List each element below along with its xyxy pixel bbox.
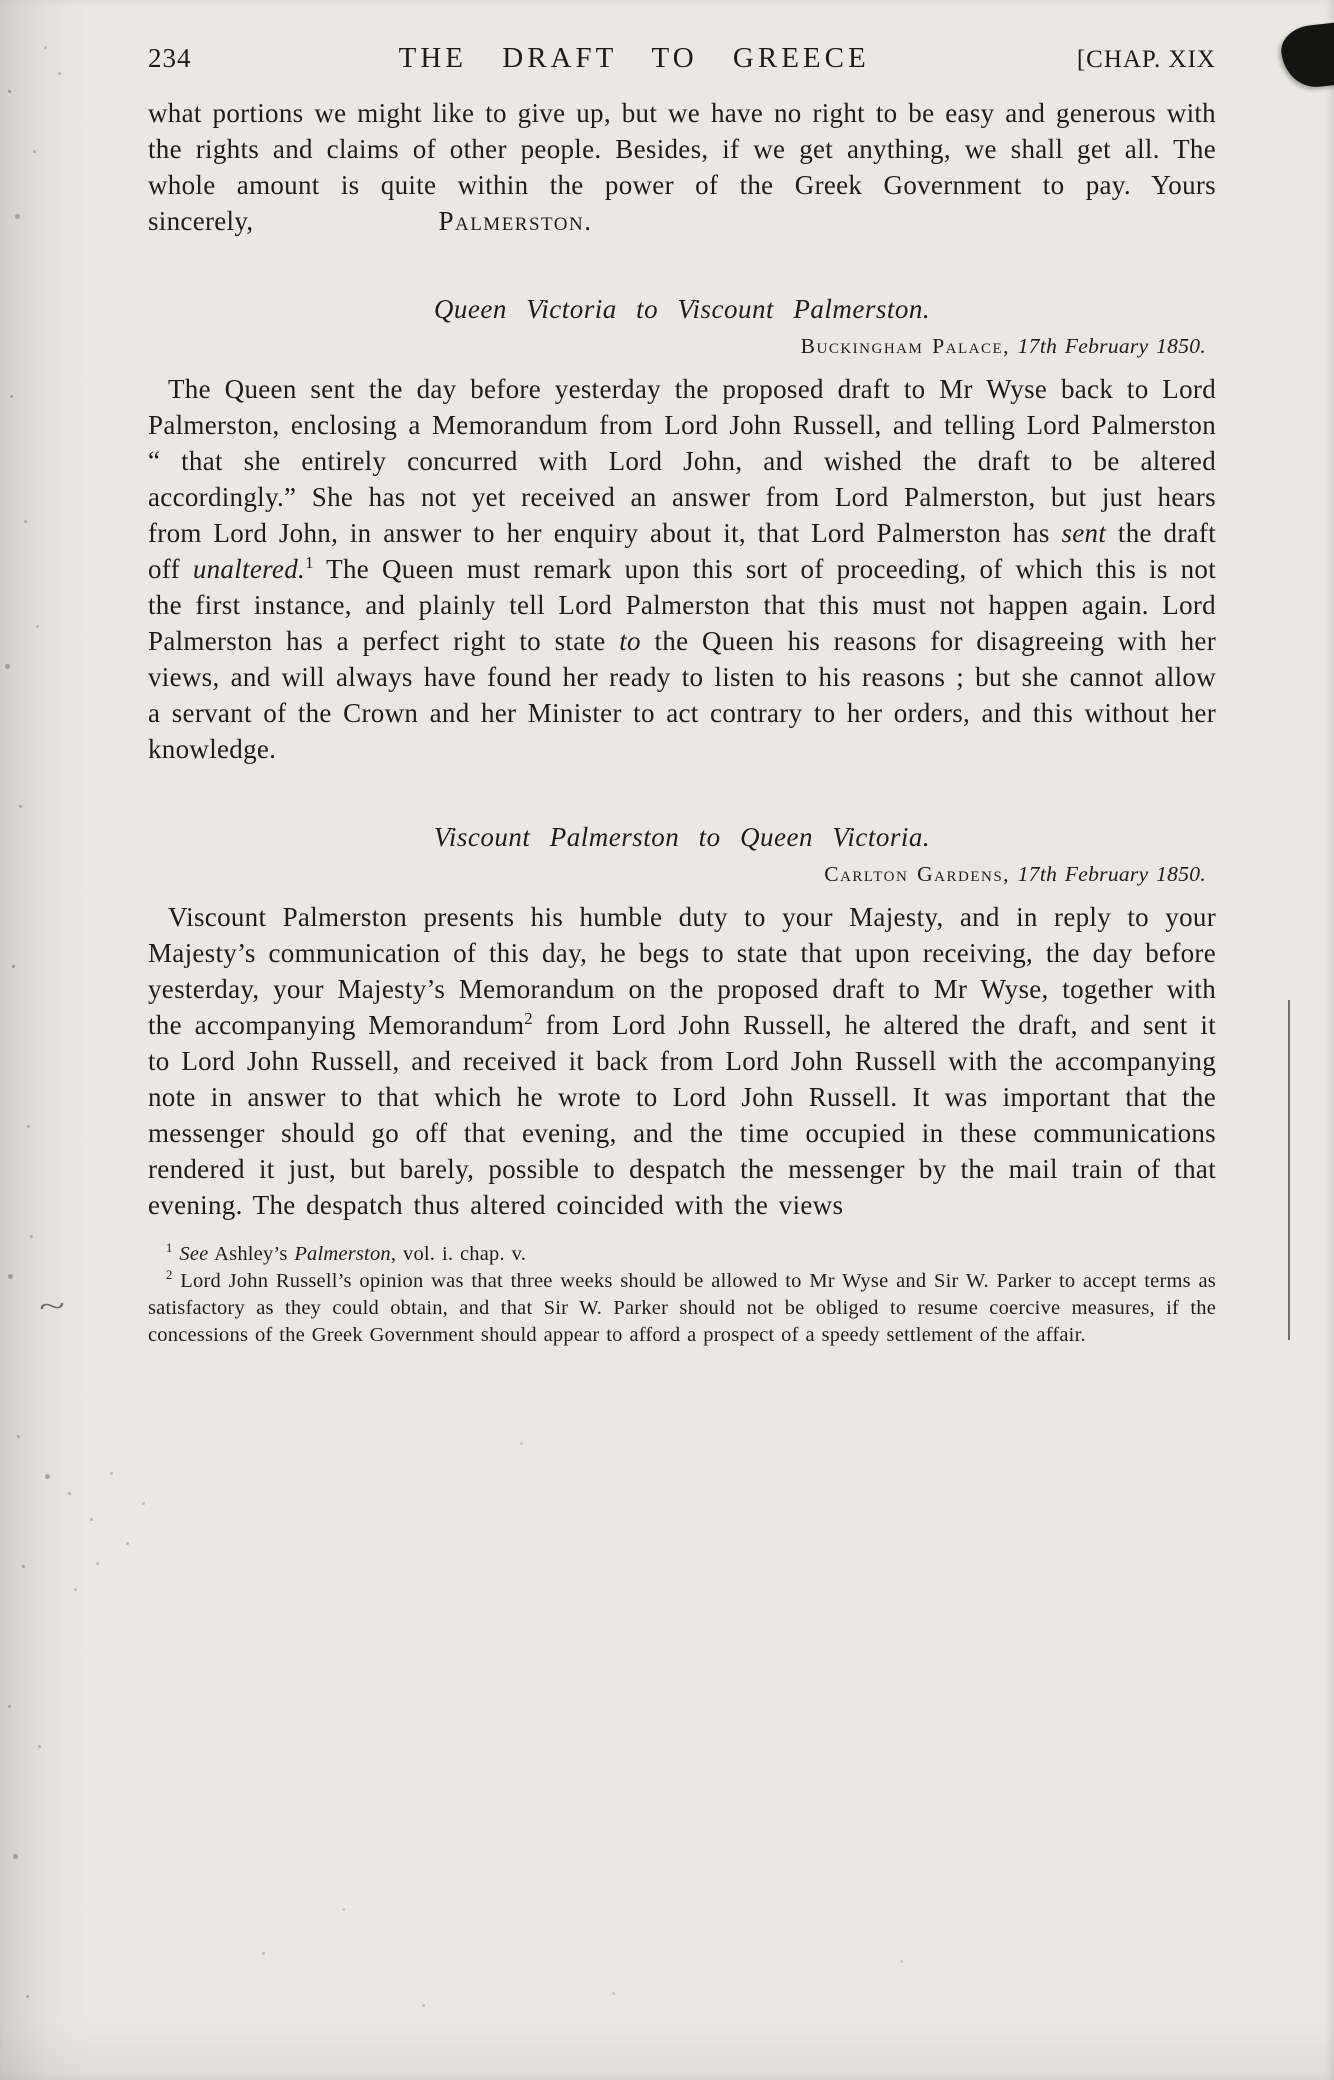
running-title: THE DRAFT TO GREECE xyxy=(398,42,870,74)
paragraph-letter-continuation: what portions we might like to give up, but we have no right to be easy and generous with the rights and claims of other people. Besides, if we get anything, we shall get all. The whole amount is quite within the power of the Greek Government to pay. Yours sincerely, Palmerston. xyxy=(148,98,1216,236)
chapter-label: [CHAP. XIX xyxy=(1076,46,1216,73)
letter-dateline: Carlton Gardens, 17th February 1850. xyxy=(824,862,1206,886)
letter-body-paragraph: The Queen sent the day before yesterday the proposed draft to Mr Wyse back to Lord Palmerston, enclosing a Memorandum from Lord John Russell, and telling Lord Palmerston “ that she entirely concurred with Lord John, and wished the draft to be altered accordingly.” She has not yet received an answer from Lord Palmerston, but just hears from Lord John, in answer to her enquiry about it, that Lord Palmerston has sent the draft off unaltered.$^1$ The Queen must remark upon this sort of proceeding, of which this is not the first instance, and plainly tell Lord Palmerston that this must not happen again. Lord Palmerston has a perfect right to state to the Queen his reasons for disagreeing with her views, and will always have found her ready to listen to his reasons ; but she cannot allow a servant of the Crown and her Minister to act contrary to her orders, and this without her knowledge. xyxy=(148,374,1216,764)
letter-heading: Viscount Palmerston to Queen Victoria. xyxy=(433,822,931,852)
page-number: 234 xyxy=(148,43,192,73)
page-body xyxy=(148,95,1216,1349)
footnotes-block xyxy=(148,1241,1216,1349)
scan-noise-speckles xyxy=(0,0,3,3)
scan-edge-line xyxy=(1288,1000,1290,1340)
letter-heading: Queen Victoria to Viscount Palmerston. xyxy=(433,294,931,324)
letter-dateline: Buckingham Palace, 17th February 1850. xyxy=(800,334,1206,358)
letter-body-paragraph: Viscount Palmerston presents his humble duty to your Majesty, and in reply to your Majesty’s communication of this day, he begs to state that upon receiving, the day before yesterday, your Majesty’s Memorandum on the proposed draft to Mr Wyse, together with the accompanying Memorandum$^2$ from Lord John Russell, he altered the draft, and sent it to Lord John Russell, and received it back from Lord John Russell with the accompanying note in answer to that which he wrote to Lord John Russell. It was important that the messenger should go off that evening, and the time occupied in these communications rendered it just, but barely, possible to despatch the messenger by the mail train of that evening. The despatch thus altered coincided with the views xyxy=(148,902,1216,1220)
pencil-mark: ~ xyxy=(37,1289,67,1324)
letter-queen-to-palmerston xyxy=(148,291,1216,767)
ink-blot-artifact xyxy=(1279,23,1334,91)
letter-palmerston-to-queen xyxy=(148,819,1216,1223)
footnote-2: $^2$ Lord John Russell’s opinion was that three weeks should be allowed to Mr Wyse and Sir W. Parker to accept terms as satisfactory as they could obtain, and that Sir W. Parker should not be obliged to resume coercive measures, if the concessions of the Greek Government should appear to afford a prospect of a speedy settlement of the affair. xyxy=(148,1268,1216,1346)
page-header xyxy=(148,42,1216,75)
footnote-1: $^1$ See Ashley’s Palmerston, vol. i. chap. v. xyxy=(166,1241,527,1265)
